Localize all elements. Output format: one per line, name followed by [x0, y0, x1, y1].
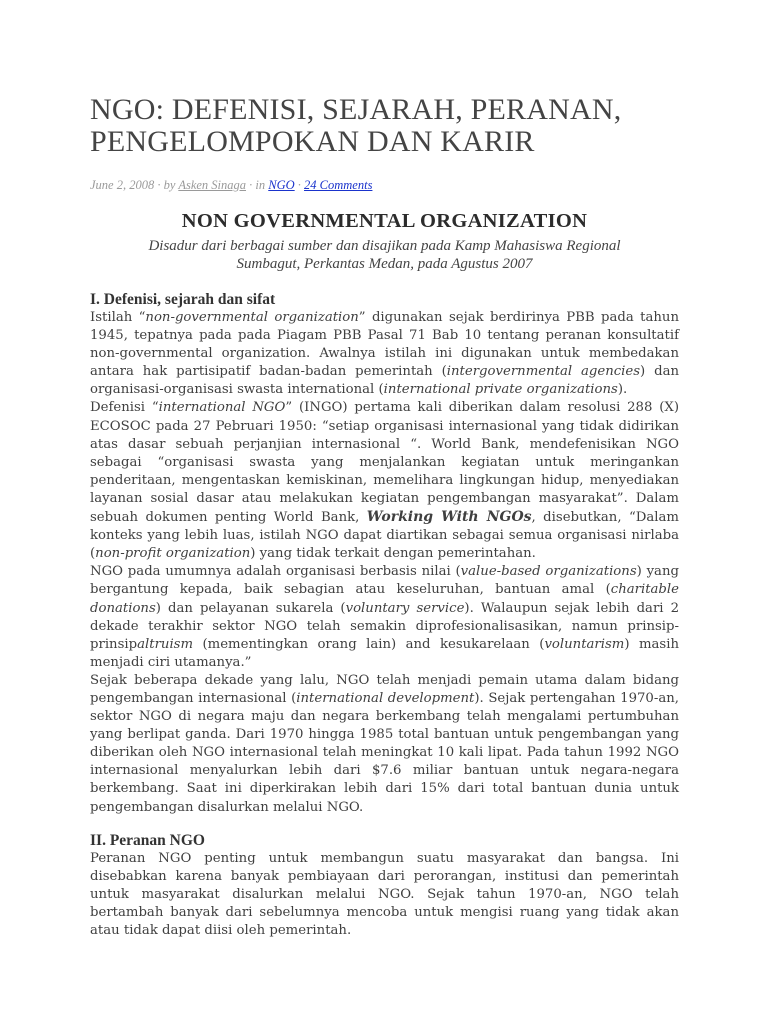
text-run: ) yang tidak terkait dengan pemerintahan. — [250, 546, 536, 562]
text-run: ) masih menjadi ciri utamanya.” — [90, 636, 680, 670]
italic-term: non-governmental organization — [145, 310, 359, 325]
meta-by: · by — [154, 178, 179, 192]
text-run: ). Walaupun sejak lebih dari 2 dekade terakhir sektor NGO telah semakin diprofesionalisasikan, namun prinsip-prinsip — [90, 600, 680, 652]
post-meta — [90, 177, 679, 193]
meta-in: · in — [246, 178, 269, 192]
document-subheading — [90, 237, 679, 273]
text-run: NGO pada umumnya adalah organisasi berbasis nilai ( — [90, 564, 461, 580]
paragraph-3 — [90, 563, 679, 672]
paragraph-2 — [90, 399, 679, 563]
subheading-line-2: Sumbagut, Perkantas Medan, pada Agustus 2007 — [236, 256, 533, 272]
document-title-emphasis: Working With NGOs — [366, 509, 532, 526]
comments-link[interactable]: 24 Comments — [304, 178, 373, 192]
paragraph-5: Peranan NGO penting untuk membangun suatu masyarakat dan bangsa. Ini disebabkan karena banyak pembiayaan dari perorangan, institusi dan pemerintah untuk masyarakat disalurkan melalui NGO. Sejak tahun 1970-an, NGO telah bertambah banyak dari sebelumnya mencoba untuk mengisi ruang yang tidak akan atau tidak dapat diisi oleh pemerintah. — [90, 850, 679, 938]
text-run: ) dan pelayanan sukarela ( — [155, 600, 346, 616]
italic-term: international development — [296, 690, 475, 706]
page-title — [90, 0, 679, 158]
title-line-2: PENGELOMPOKAN DAN KARIR — [90, 125, 535, 158]
italic-term: voluntarism — [544, 636, 625, 652]
italic-term: international private organizations — [383, 382, 618, 398]
text-run: (mementingkan orang lain) and kesukarelaan ( — [193, 636, 545, 652]
text-run: ). — [617, 382, 628, 398]
text-run: , disebutkan, “Dalam konteks yang lebih luas, istilah NGO dapat diartikan sebagai semua organisasi nirlaba ( — [90, 510, 679, 562]
text-run: ). Sejak pertengahan 1970-an, sektor NGO di negara maju dan negara berkembang telah mengalami pertumbuhan yang berlipat ganda. Dari 1970 hingga 1985 total bantuan untuk pengembangan yang diberikan oleh NGO internasional telah meningkat 10 kali lipat. Pada tahun 1992 NGO internasional menyalurkan lebih dari $7.6 miliar bantuan untuk negara-negara berkembang. Saat ini diperkirakan lebih dari 15% dari total bantuan dunia untuk pengembangan disalurkan melalui NGO. — [90, 690, 679, 815]
italic-term: value-based organizations — [460, 564, 637, 580]
text-run: ” digunakan sejak berdirinya PBB pada tahun 1945, tepatnya pada pada Piagam PBB Pasal 71 Bab 10 tentang peranan konsultatif non-governmental organization. Awalnya istilah ini digunakan untuk membedakan antara hak partisipatif badan-badan pemerintah ( — [90, 310, 679, 380]
meta-separator: · — [294, 178, 305, 192]
italic-term: voluntary service — [345, 600, 465, 616]
text-run: ) dan organisasi-organisasi swasta international ( — [90, 364, 679, 398]
text-run: Istilah “ — [90, 310, 146, 325]
italic-term: charitable donations — [90, 582, 679, 616]
paragraph-1 — [90, 309, 679, 399]
text-run: Sejak beberapa dekade yang lalu, NGO telah menjadi pemain utama dalam bidang pengembangan internasional ( — [90, 672, 679, 706]
paragraph-4 — [90, 672, 679, 817]
text-run: ” (INGO) pertama kali diberikan dalam resolusi 288 (X) ECOSOC pada 27 Pebruari 1950: “setiap organisasi internasional yang tidak didirikan atas dasar sebuah perjanjian internasional “. World Bank, mendefenisikan NGO sebagai “organisasi swasta yang menjalankan kegiatan untuk meringankan penderitaan, mengentaskan kemiskinan, memelihara lingkungan hidup, menyediakan layanan sosial dasar atau melakukan kegiatan pengembangan masyarakat”. Dalam sebuah dokumen penting World Bank, — [90, 400, 680, 526]
category-link[interactable]: NGO — [268, 178, 295, 192]
post-date: June 2, 2008 — [90, 178, 155, 192]
text-run: Defenisi “ — [90, 400, 159, 416]
section-1-title: I. Defenisi, sejarah dan sifat — [90, 291, 276, 308]
subheading-line-1: Disadur dari berbagai sumber dan disajikan pada Kamp Mahasiswa Regional — [148, 238, 621, 254]
title-line-1: NGO: DEFENISI, SEJARAH, PERANAN, — [90, 93, 622, 126]
italic-term: non-profit organization — [95, 546, 251, 562]
italic-term: intergovernmental agencies — [446, 364, 641, 380]
text-run: ) yang bergantung kepada, baik sebagian atau keseluruhan, bantuan amal ( — [90, 564, 679, 598]
author-link[interactable]: Asken Sinaga — [178, 178, 247, 192]
italic-term: international NGO — [158, 400, 286, 416]
section-2-title: II. Peranan NGO — [90, 831, 205, 849]
italic-term: altruism — [137, 636, 194, 652]
document-heading: NON GOVERNMENTAL ORGANIZATION — [181, 210, 588, 232]
